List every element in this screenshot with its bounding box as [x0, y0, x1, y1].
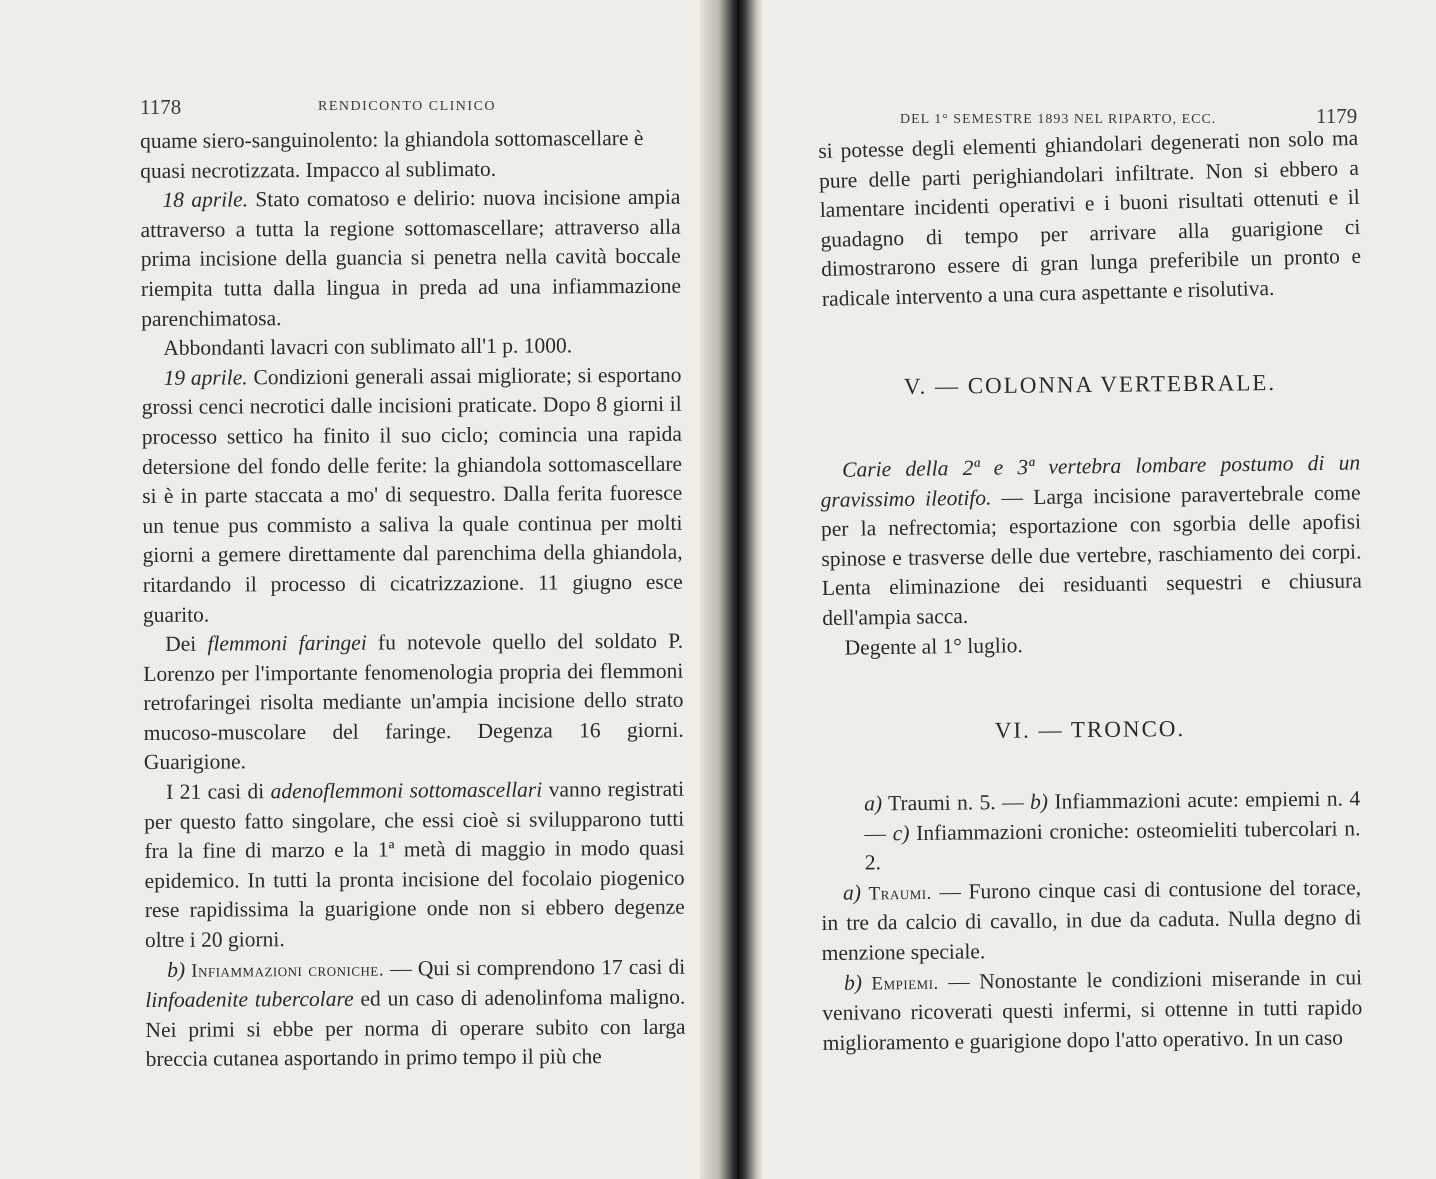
- list-label: b): [1029, 789, 1049, 814]
- date-label: 18 aprile.: [162, 187, 249, 213]
- paragraph-text: — Larga incisione paravertebrale come per la nefrectomia; esportazione con sgorbia delle apofisi spinose e trasverse delle due vertebre, raschiamento dei corpi. Lenta eliminazione dei residuanti sequestri e chiusura dell'ampia sacca.: [820, 480, 1362, 630]
- paragraph-text: Stato comatoso e delirio: nuova incisione ampia attraverso a tutta la regione sottomascellare; attraverso alla prima incisione della guancia si penetra nella cavità boccale riempita tutta dalla lingua in preda ad una infiammazione parenchimatosa.: [140, 184, 682, 331]
- text-line: quasi necrotizzata. Impacco al sublimato.: [140, 156, 497, 183]
- paragraph-degente: Degente al 1° luglio.: [844, 632, 1023, 660]
- date-label: 19 aprile.: [163, 365, 248, 390]
- paragraph-intro: si potesse degli elementi ghiandolari degenerati non solo ma pure delle parti perighiandolari infiltrate. Non si ebbero a lamentare incidenti operativi e i buoni risultati ottenuti e il guadagno di tempo per arrivare alla guarigione ci dimostrarono essere di gran lunga preferibile un pronto e radicale intervento a una cura aspettante e risolutiva.: [818, 125, 1362, 311]
- paragraph-text: I 21 casi di: [165, 779, 271, 804]
- paragraph-text: Condizioni generali assai migliorate; si esportano grossi cenci necrotici dalle incisioni praticate. Dopo 8 giorni il processo settico ha finito il suo ciclo; comincia una rapida detersione del fondo delle ferite: la ghiandola sottomascellare si è in parte staccata a mo' di sequestro. Dalla ferita fuoresce un tenue pus commisto a saliva la quale continua per molti giorni a gemere direttamente dal parenchima della ghiandola, ritardando il processo di cicatrizzazione. 11 giugno esce guarito.: [141, 362, 683, 627]
- paragraph-lavacri: Abbondanti lavacri con sublimato all'1 p. 1000.: [163, 333, 573, 361]
- paragraph-traumi: [821, 873, 1362, 968]
- text-line: quame siero-sanguinolento: la ghiandola sottomascellare è: [140, 125, 644, 153]
- paragraph-text: Infiammazioni croniche: osteomieliti tubercolari n. 2.: [864, 815, 1361, 875]
- list-label: a): [864, 791, 883, 816]
- paragraph-text: — Furono cinque casi di contusione del torace, in tre da calcio di cavallo, in due da caduta. Nulla degno di menzione speciale.: [821, 875, 1362, 965]
- list-label: c): [892, 820, 910, 845]
- section-heading-inline: Empiemi.: [871, 972, 939, 995]
- paragraph-adenoflemmoni: [144, 775, 685, 956]
- paragraph-infiammazioni-croniche: [145, 952, 686, 1075]
- paragraph-text: ed un caso di adenolinfoma maligno. Nei primi si ebbe per norma di operare subito con larga breccia cutanea asportando in primo tempo il più che: [145, 984, 686, 1072]
- right-body-intro: [818, 124, 1362, 315]
- section-heading-inline: Traumi.: [868, 882, 932, 905]
- book-gutter: [700, 0, 762, 1179]
- paragraph-carie: [820, 448, 1362, 633]
- paragraph-text: — Qui si comprendono 17 casi di: [383, 954, 686, 981]
- paragraph-text: vanno registrati per questo fatto singolare, che essi cioè si svilupparono tutti fra la fine di marzo e la 1ª metà di maggio in modo quasi epidemico. In tutti la pronta incisione del focolaio piogenico rese rapidissima la guarigione onde non si ebbero degenze oltre i 20 giorni.: [144, 776, 685, 953]
- right-body-colonna: [820, 448, 1363, 663]
- left-running-head: [140, 95, 680, 120]
- paragraph-summary-list: [820, 784, 1361, 878]
- list-label: b): [167, 957, 186, 982]
- italic-term: Carie della 2ª e 3ª vertebra lombare postumo di un gravissimo ileotifo.: [820, 450, 1361, 512]
- italic-term: linfoadenite tubercolare: [145, 986, 354, 1013]
- left-page-number: 1178: [140, 95, 182, 119]
- italic-term: adenoflemmoni sottomascellari: [270, 777, 543, 804]
- list-label: a): [842, 880, 862, 905]
- paragraph-april-18: [140, 183, 681, 334]
- paragraph-empiemi: [822, 963, 1363, 1058]
- italic-term: flemmoni faringei: [207, 630, 367, 656]
- right-body-tronco: [820, 784, 1363, 1058]
- paragraph-april-19: [141, 360, 683, 630]
- section-heading-v: V. — COLONNA VERTEBRALE.: [903, 370, 1277, 399]
- paragraph-text: fu notevole quello del soldato P. Lorenzo per l'importante fenomenologia propria dei flemmoni retrofaringei risolta mediante un'ampia incisione dello strato mucoso-muscolare del faringe. Degenza 16 giorni. Guarigione.: [143, 628, 684, 775]
- right-page-number: 1179: [1316, 104, 1358, 128]
- right-running-title: DEL 1° SEMESTRE 1893 NEL RIPARTO, ECC.: [900, 112, 1217, 127]
- paragraph-text: Infiammazioni acute: empiemi n. 4 —: [864, 786, 1361, 846]
- paragraph-text: Dei: [165, 631, 208, 656]
- left-running-title: RENDICONTO CLINICO: [318, 99, 497, 114]
- section-heading-vi: VI. — TRONCO.: [994, 716, 1186, 743]
- paragraph-text: Traumi n. 5. —: [881, 789, 1031, 816]
- left-body-text: [140, 124, 686, 1075]
- paragraph-flemmoni: [143, 627, 684, 778]
- list-label: b): [843, 970, 863, 995]
- section-heading-inline: Infiammazioni croniche.: [191, 959, 385, 982]
- paragraph-text: — Nonostante le condizioni miserande in cui venivano ricoverati questi infermi, si ottenne in tutti rapido miglioramento e guarigione dopo l'atto operativo. In un caso: [822, 964, 1363, 1055]
